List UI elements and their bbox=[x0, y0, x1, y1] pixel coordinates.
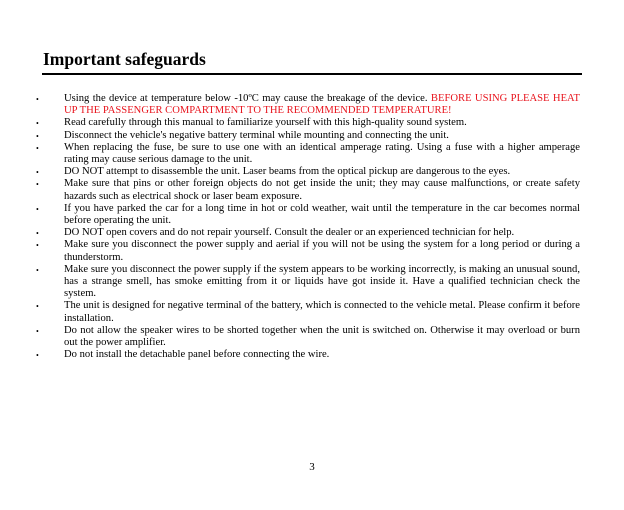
safeguard-item bbox=[0, 239, 580, 263]
page-title: Important safeguards bbox=[43, 49, 206, 69]
safeguard-item bbox=[0, 349, 580, 361]
safeguard-item bbox=[0, 130, 580, 142]
bullet-icon: • bbox=[36, 229, 39, 239]
safeguard-text: Do not install the detachable panel before connecting the wire. bbox=[64, 349, 330, 361]
safeguard-item bbox=[0, 178, 580, 202]
safeguard-text: DO NOT open covers and do not repair yourself. Consult the dealer or an experienced technician for help. bbox=[64, 227, 515, 239]
title-underline-divider bbox=[42, 73, 582, 75]
safeguard-item bbox=[0, 142, 580, 166]
bullet-icon: • bbox=[36, 168, 39, 178]
safeguard-text: Make sure you disconnect the power supply and aerial if you will not be using the system for a long period or during a thunderstorm. bbox=[64, 239, 580, 263]
bullet-icon: • bbox=[36, 143, 39, 153]
safeguard-text: Disconnect the vehicle's negative battery terminal while mounting and connecting the unit. bbox=[64, 129, 449, 141]
safeguard-text: Using the device at temperature below -10ºC may cause the breakage of the device. bbox=[64, 93, 431, 104]
safeguard-item bbox=[0, 264, 580, 301]
safeguard-item bbox=[0, 227, 580, 239]
bullet-icon: • bbox=[36, 351, 39, 361]
safeguards-list bbox=[0, 93, 624, 361]
safeguard-item bbox=[0, 325, 580, 349]
safeguard-text: Make sure you disconnect the power supply if the system appears to be working incorrectly, is making an unusual sound, has a strange smell, has smoke emitting from it or liquids have got inside it. Have a qualified technician check the system. bbox=[64, 263, 580, 300]
bullet-icon: • bbox=[36, 131, 39, 141]
safeguard-text: Read carefully through this manual to familiarize yourself with this high-quality sound system. bbox=[64, 117, 467, 129]
safeguard-text: DO NOT attempt to disassemble the unit. Laser beams from the optical pickup are dangerous to the eyes. bbox=[64, 166, 511, 178]
safeguard-item bbox=[0, 203, 580, 227]
page-number: 3 bbox=[309, 461, 315, 473]
safeguard-text: Make sure that pins or other foreign objects do not get inside the unit; they may cause malfunctions, or create safety hazards such as electrical shock or laser beam exposure. bbox=[64, 178, 580, 202]
temperature-warning-text: BEFORE USING PLEASE HEAT UP THE PASSENGER COMPARTMENT TO THE RECOMMENDED TEMPERATURE! bbox=[64, 93, 580, 117]
bullet-icon: • bbox=[36, 241, 39, 251]
safeguard-item bbox=[0, 300, 580, 324]
safeguard-item bbox=[0, 117, 580, 129]
safeguard-item bbox=[0, 93, 580, 117]
safeguard-item bbox=[0, 166, 580, 178]
safeguard-text: When replacing the fuse, be sure to use one with an identical amperage rating. Using a fuse with a higher amperage rating may cause serious damage to the unit. bbox=[64, 141, 580, 166]
safeguard-text: Do not allow the speaker wires to be shorted together when the unit is switched on. Otherwise it may overload or burn out the power amplifier. bbox=[64, 324, 580, 349]
bullet-icon: • bbox=[36, 119, 39, 129]
safeguard-text: If you have parked the car for a long time in hot or cold weather, wait until the temperature in the car becomes normal before operating the unit. bbox=[64, 202, 580, 227]
bullet-icon: • bbox=[36, 326, 39, 336]
safeguard-text: The unit is designed for negative terminal of the battery, which is connected to the vehicle metal. Please confirm it before installation. bbox=[64, 300, 580, 324]
bullet-icon: • bbox=[36, 265, 39, 275]
bullet-icon: • bbox=[36, 95, 39, 104]
bullet-icon: • bbox=[36, 204, 39, 214]
bullet-icon: • bbox=[36, 302, 39, 312]
bullet-icon: • bbox=[36, 180, 39, 190]
